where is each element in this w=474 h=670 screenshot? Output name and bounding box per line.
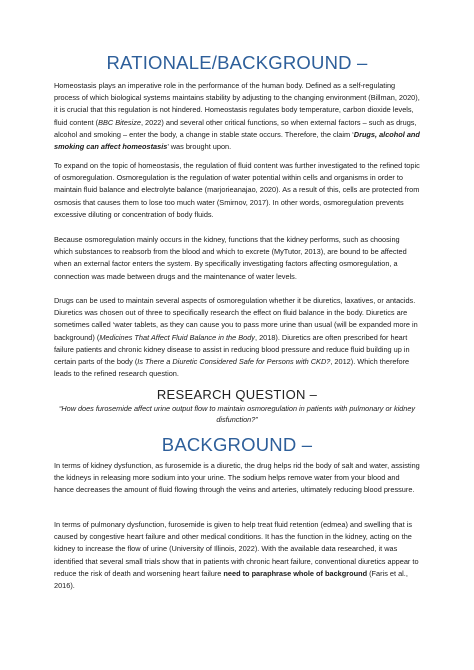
research-question-heading: RESEARCH QUESTION –	[156, 387, 318, 402]
rationale-paragraph-3: Because osmoregulation mainly occurs in the kidney, functions that the kidney performs, such as choosing which substances to reabsorb from the blood and which to excrete (MyTutor, 2013), are bound to be affected when an external factor enters the system. By specifically investigating factors affecting osmoregulation, a connection was made between drugs and the maintenance of water levels.	[54, 235, 407, 281]
rationale-heading: RATIONALE/BACKGROUND –	[106, 52, 368, 73]
background-paragraph-1: In terms of kidney dysfunction, as furosemide is a diuretic, the drug helps rid the body of salt and water, assisting the kidneys in releasing more sodium into your urine. The sodium helps remove water from your blood and hance decreases the amount of fluid flowing through the veins and arteries, ultimately reducing blood pressure.	[54, 461, 420, 495]
background-paragraph-2: In terms of pulmonary dysfunction, furosemide is given to help treat fluid retention (edmea) and swelling that is caused by congestive heart failure and other medical conditions. It has the function in the kidney, acting on the kidney to increase the flow of urine (University of Illinois, 2022). With the available data researched, it was identified that several small trials show that in patients with chronic heart failure, conventional diuretics appear to reduce the risk of death and worsening heart failure need to paraphrase whole of background (Faris et al., 2016).	[54, 520, 419, 591]
rationale-paragraph-1: Homeostasis plays an imperative role in the performance of the human body. Defined as a self-regulating process of which biological systems maintains stability by adjusting to the changing environment (Billman, 2020), it is crucial that this regulation is not hindered. Homeostasis regulates body temperature, carbon dioxide levels, fluid content (BBC Bitesize, 2022) and several other critical functions, so when external factors – such as drugs, alcohol and smoking – enter the body, a change in stable state occurs. Therefore, the claim ‘Drugs, alcohol and smoking can affect homeostasis’ was brought upon.	[54, 81, 420, 152]
background-heading: BACKGROUND –	[161, 434, 313, 455]
research-question-text: “How does furosemide affect urine output flow to maintain osmoregulation in patients with pulmonary or kidney disfunction?”	[58, 404, 416, 424]
rationale-paragraph-2: To expand on the topic of homeostasis, the regulation of fluid content was further investigated to the refined topic of osmoregulation. Osmoregulation is the regulation of water potential within cells and organisms in order to maintain fluid balance and electrolyte balance (marjorieanajao, 2020). As a result of this, cells are protected from osmosis that causes them to lose too much water (Smirnov, 2017). In other words, osmoregulation prevents excessive diluting or concentration of body fluids.	[54, 161, 420, 219]
rationale-paragraph-4: Drugs can be used to maintain several aspects of osmoregulation whether it be diuretics, laxatives, or antacids. Diuretics was chosen out of three to specifically research the effect on fluid balance in the body. Diuretics are sometimes called ‘water tablets, as they can cause you to pass more urine than usual (will be expanded more in background) (Medicines That Affect Fluid Balance in the Body, 2018). Diuretics are often prescribed for heart failure patients and chronic kidney disease to assist in reducing blood pressure and reduce fluid building up in certain parts of the body (Is There a Diuretic Considered Safe for Persons with CKD?, 2012). Which therefore leads to the refined research question.	[54, 296, 418, 379]
